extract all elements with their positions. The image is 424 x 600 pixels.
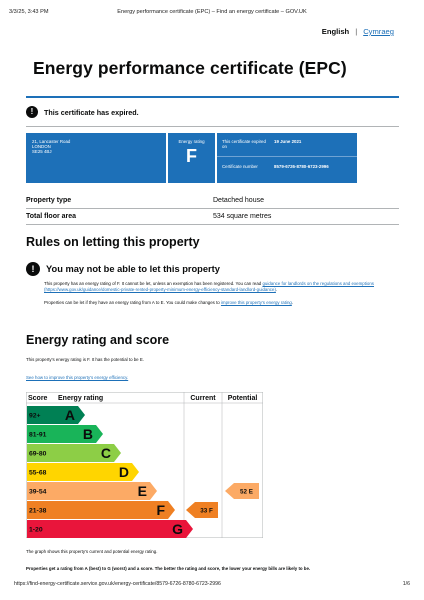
language-welsh-link[interactable]: Cymraeg [363,27,394,36]
certificate-number-value: 8579-6726-8780-6723-2996 [274,164,329,169]
score-label: 92+ [29,412,41,420]
letting-paragraph-text: This property has an energy rating of F. It cannot be let, unless an exemption has been registered. You can read [44,281,263,286]
print-timestamp: 3/3/25, 3:43 PM [9,9,49,15]
certificate-number-label: Certificate number [222,164,258,169]
rating-band-letter: G [172,521,183,537]
energy-rating-label: Energy rating [178,139,205,144]
print-header [9,9,415,19]
letting-paragraph [44,281,394,293]
chart-column-header: Potential [227,395,258,402]
energy-rating-chart [26,392,263,538]
improve-rating-link[interactable]: improve this property's energy rating [220,300,292,305]
chart-column-header: Current [190,395,216,402]
letting-paragraph-end: . [291,300,294,305]
letting-warning-text: You may not be able to let this property [46,264,220,274]
floor-area-value: 534 square metres [213,213,272,220]
score-label: 55-68 [29,469,47,477]
property-type-label: Property type [26,197,72,204]
rating-band-letter: D [118,464,129,480]
print-footer [14,581,410,589]
title-divider [26,96,399,98]
rating-band-b [54,425,103,443]
floor-area-label: Total floor area [26,213,77,220]
floor-area-row [26,209,399,225]
letting-warning [26,262,220,276]
property-type-value: Detached house [213,197,264,204]
rating-sentence: This property's energy rating is F. It has the potential to be E. [26,357,144,362]
language-separator: | [355,27,358,36]
rating-explanation [26,566,310,571]
print-page-title: Energy performance certificate (EPC) – Find an energy certificate – GOV.UK [117,9,307,15]
summary-certificate-info [217,133,357,183]
address-line: LONDON [32,144,51,149]
property-type-row [26,193,399,209]
chart-column-header: Score [28,395,48,402]
letting-paragraph-end: . [275,287,278,293]
score-label: 81-91 [29,431,47,439]
address-line: 21, Lancaster Road [32,139,71,144]
warning-icon: ! [26,262,40,276]
expired-on-value: 19 June 2021 [274,139,302,144]
score-label: 21-38 [29,507,47,515]
print-url: https://find-energy-certificate.service.gov.uk/energy-certificate/8579-6726-8780-6723-2996 [14,581,221,587]
page-title: Energy performance certificate (EPC) [33,58,347,78]
language-english: English [321,27,350,36]
warning-icon: ! [26,106,38,118]
rating-band-letter: A [64,407,75,423]
graph-note: The graph shows this property's current and potential energy rating. [26,549,158,554]
summary-energy-rating [168,133,215,183]
score-label: 1-20 [29,526,43,534]
potential-rating-arrow-label: 52 E [240,488,253,496]
print-page-number: 1/6 [402,581,410,587]
expired-on-label: This certificate expired on [222,139,266,149]
expiry-row [217,133,357,157]
current-rating-arrow-label: 33 F [200,507,213,515]
improve-efficiency-link[interactable]: See how to improve this property's energy efficiency. [26,375,129,380]
certificate-number-row [217,158,357,182]
landlord-guidance-link[interactable]: guidance for landlords on the regulations and exemptions (https://www.gov.uk/guidance/domestic-private-rented-property-minimum-energy-efficiency-standard-landlord-guidance) [44,281,375,293]
energy-heading: Energy rating and score [26,333,170,347]
divider [26,126,399,127]
summary-address [26,133,166,183]
letting-paragraph-text: Properties can be let if they have an energy rating from A to E. You could make changes to [44,300,221,305]
energy-rating-letter: F [186,146,197,166]
score-label: 69-80 [29,450,47,458]
expired-notice [26,106,139,118]
score-label: 39-54 [29,488,47,496]
expired-notice-text: This certificate has expired. [44,107,139,117]
rating-band-letter: F [156,502,165,518]
address-line: SE25 4BJ [32,149,52,154]
rating-band-letter: E [137,483,147,499]
chart-column-header: Energy rating [58,395,104,402]
property-summary [26,193,399,225]
letting-paragraph-2 [44,300,394,306]
letting-heading: Rules on letting this property [26,235,200,249]
rating-explanation-bold: Properties get a rating from A (best) to G (worst) and a score. The better the rating and score, the lower your energy bills are likely to be. [26,566,311,571]
language-switcher [322,27,394,36]
rating-band-letter: C [100,445,111,461]
rating-band-letter: B [82,426,93,442]
